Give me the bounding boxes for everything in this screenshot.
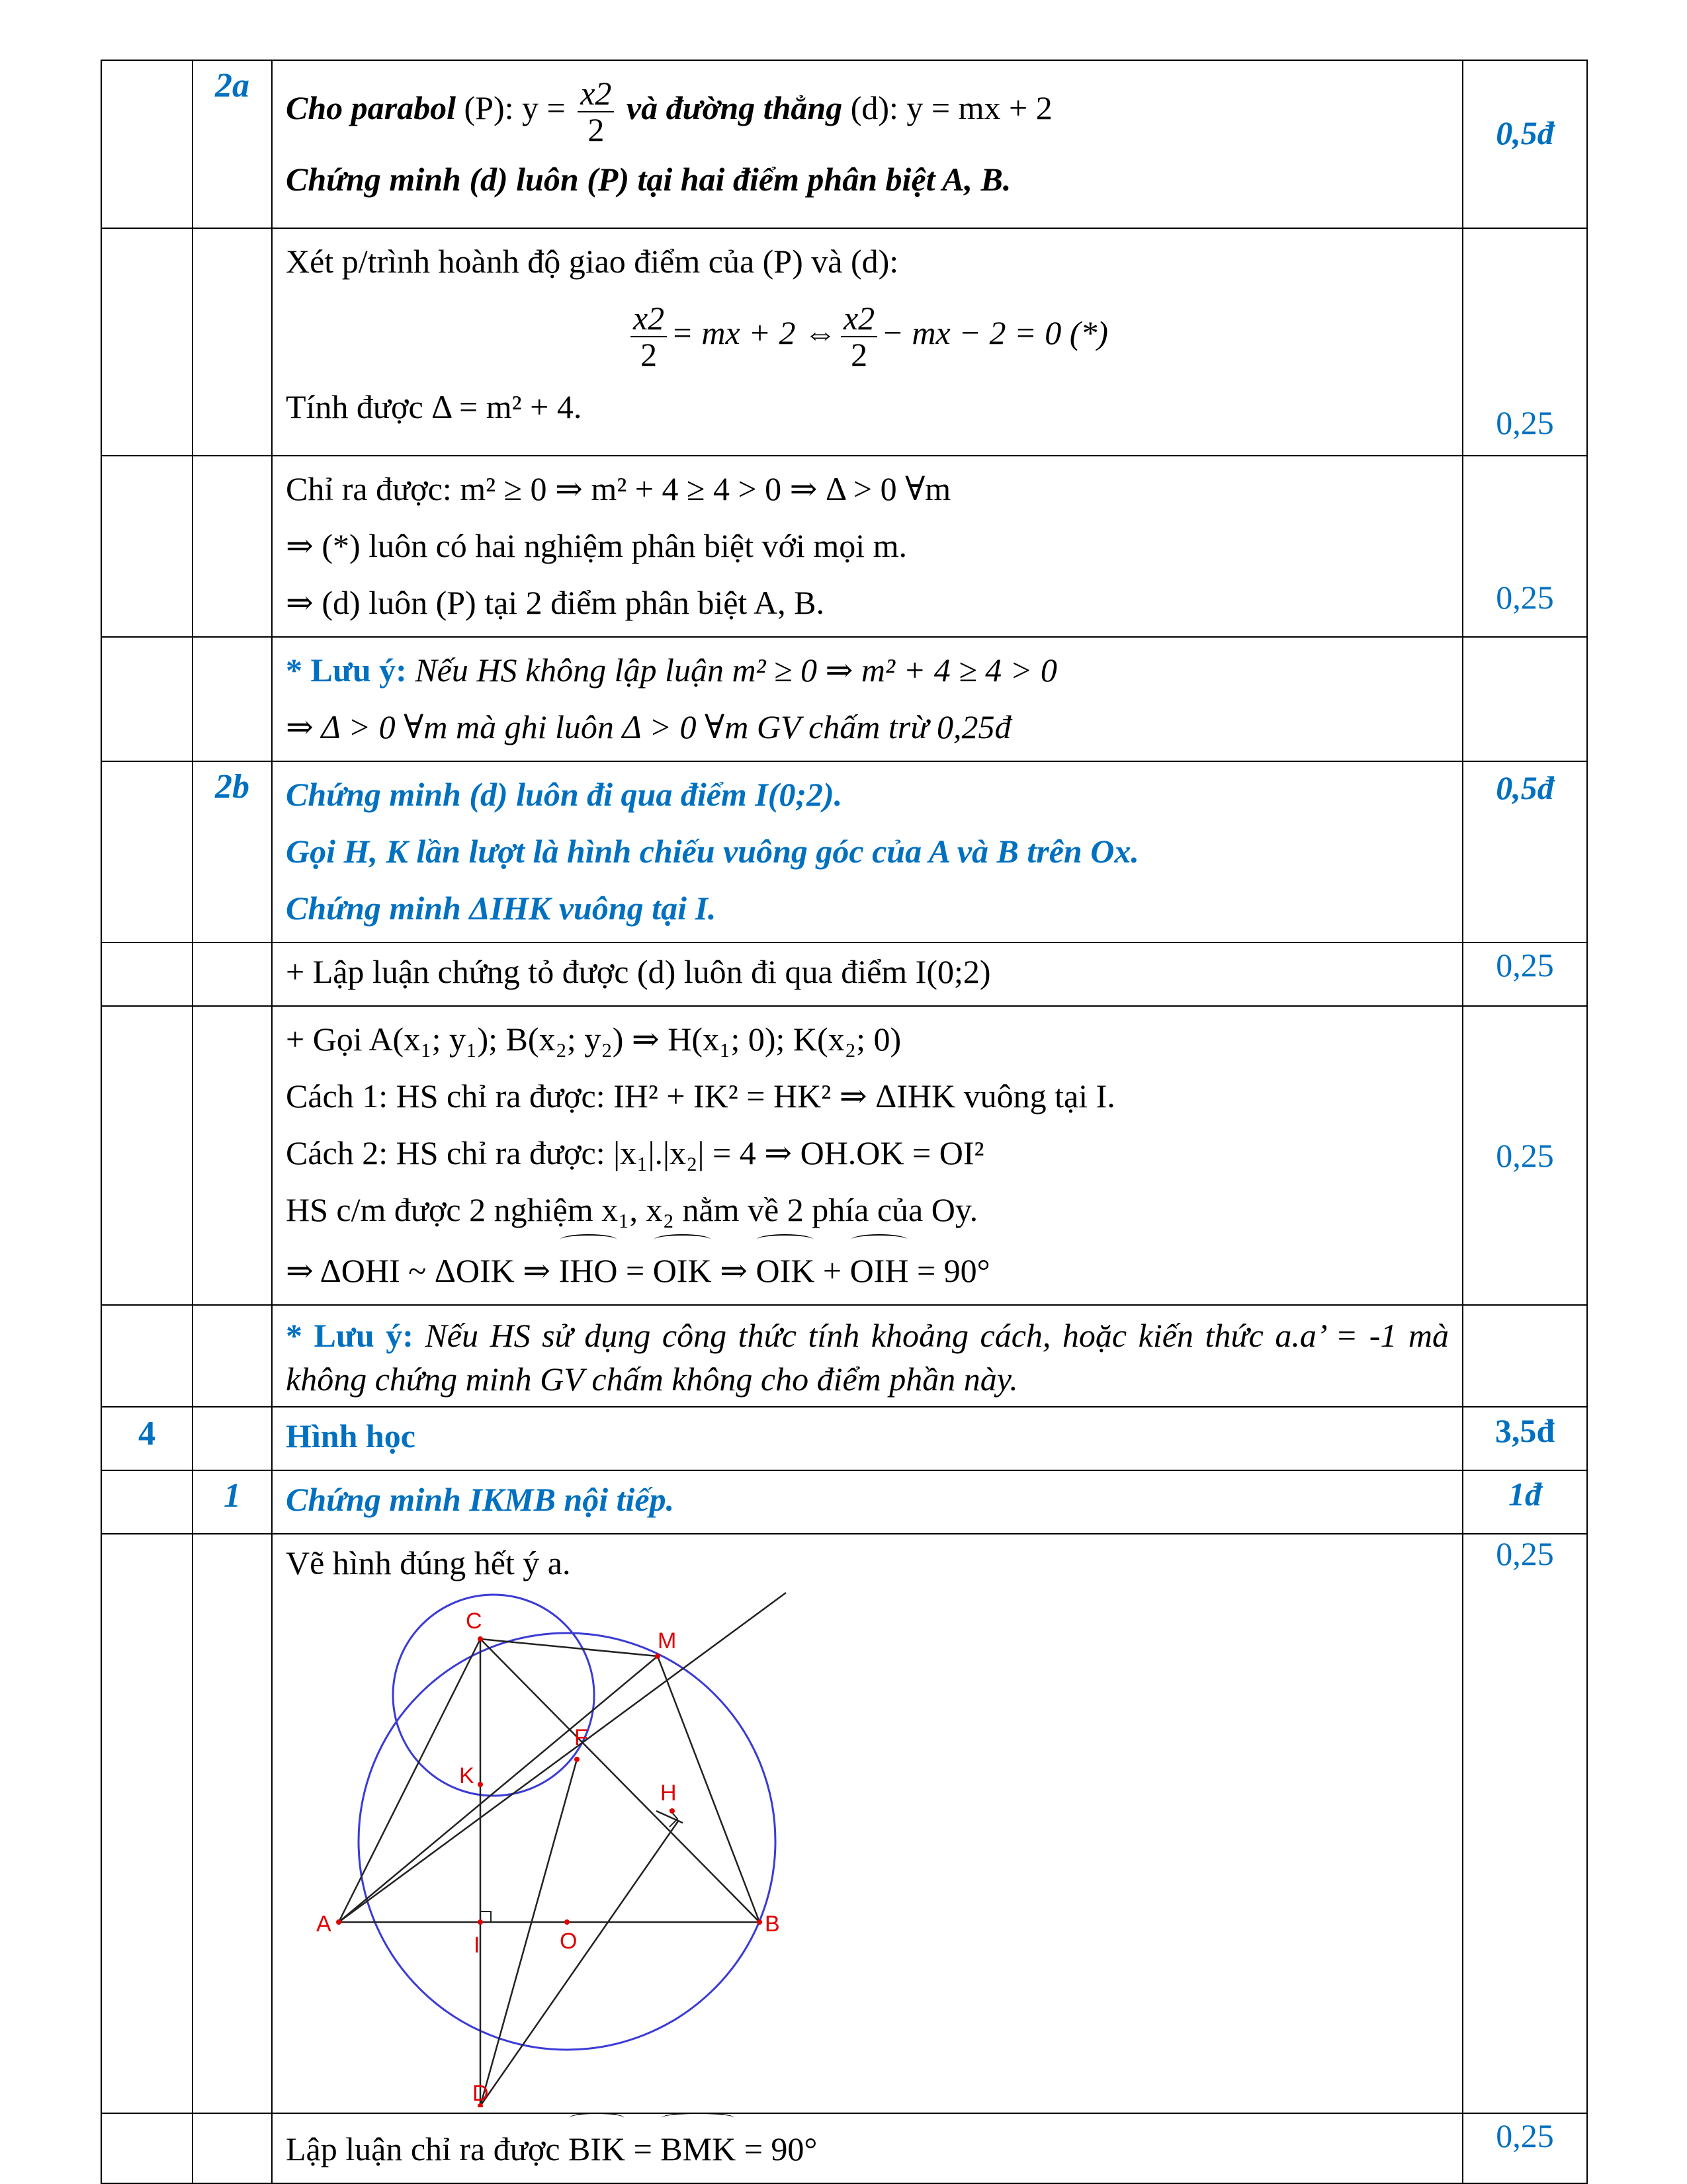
circle-o xyxy=(359,1633,775,2050)
label-a: A xyxy=(316,1911,331,1937)
section-title: Chứng minh IKMB nội tiếp. xyxy=(272,1470,1463,1534)
score: 0,25 xyxy=(1463,2113,1587,2183)
section-title: Hình học xyxy=(272,1407,1463,1470)
table-row: Lập luận chỉ ra được BIK = BMK = 90° 0,25 xyxy=(101,2113,1587,2183)
question-statement: Cho parabol (P): y = $\frac{x2}{2}$ và đường thẳng (d): y = mx + 2 Chứng minh (d) luôn (P) tại hai điểm phân biệt A, B. xyxy=(272,60,1463,228)
geometry-figure xyxy=(286,1591,1449,2107)
score: 0,5đ xyxy=(1463,60,1587,228)
label-h: H xyxy=(660,1781,677,1806)
score: 3,5đ xyxy=(1463,1407,1587,1470)
label-i: I xyxy=(474,1933,480,1958)
score: 0,25 xyxy=(1463,1006,1587,1305)
score: 0,5đ xyxy=(1463,761,1587,943)
table-row: Xét p/trình hoành độ giao điểm của (P) và (d): $\frac{x2}{2}$ = mx + 2 ⇔ $\frac{x2}{2}$ − mx − 2 = 0 (*) Tính được Δ = m² + 4. 0,25 xyxy=(101,228,1587,456)
question-statement: Chứng minh (d) luôn đi qua điểm I(0;2). Gọi H, K lần lượt là hình chiếu vuông góc của A và B trên Ox. Chứng minh ΔIHK vuông tại I. xyxy=(272,761,1463,943)
table-row xyxy=(101,1305,1587,1407)
table-row xyxy=(101,60,1587,228)
score: 0,25 xyxy=(1463,943,1587,1006)
fraction: $\frac{x2}{2}$ xyxy=(578,76,614,147)
part-number: 2a xyxy=(193,60,272,228)
note: * Lưu ý: Nếu HS sử dụng công thức tính khoảng cách, hoặc kiến thức a.a’ = -1 mà không chứng minh GV chấm không cho điểm phần này. xyxy=(272,1305,1463,1407)
part-number: 2b xyxy=(193,761,272,943)
table-row xyxy=(101,1407,1587,1470)
score: 0,25 xyxy=(1463,228,1587,456)
table-row: + Lập luận chứng tỏ được (d) luôn đi qua điểm I(0;2) 0,25 xyxy=(101,943,1587,1006)
circle-ikmb xyxy=(393,1595,594,1796)
note: * Lưu ý: Nếu HS không lập luận m² ≥ 0 ⇒ m² + 4 ≥ 4 > 0 ⇒ Δ > 0 ∀m mà ghi luôn Δ > 0 ∀m GV chấm trừ 0,25đ xyxy=(272,637,1463,761)
label-d: D xyxy=(472,2081,489,2106)
marking-scheme-table xyxy=(101,60,1588,2184)
label-k: K xyxy=(459,1763,474,1788)
table-row: Vẽ hình đúng hết ý a. C M F K H A I O B D 0,25 xyxy=(101,1534,1587,2113)
table-row xyxy=(101,1470,1587,1534)
segments xyxy=(339,1593,786,2106)
table-row: + Gọi A(x₁; y₁); B(x₂; y₂) ⇒ H(x₁; 0); K(x₂; 0) Cách 1: HS chỉ ra được: IH² + IK² = HK² ⇒ ΔIHK vuông tại I. Cách 2: HS chỉ ra được: |x₁|.|x₂| = 4 ⇒ OH.OK = OI² HS c/m được 2 nghiệm x₁, x₂ nằm về 2 phía của Oy. ⇒ ΔOHI ~ ΔOIK ⇒ IHO = OIK ⇒ OIK + OIH = 90° 0,25 xyxy=(101,1006,1587,1305)
geometry-diagram xyxy=(286,1591,802,2107)
label-o: O xyxy=(560,1929,578,1954)
label-m: M xyxy=(658,1628,677,1654)
table-row xyxy=(101,637,1587,761)
equation: $\frac{x2}{2}$ = mx + 2 ⇔ $\frac{x2}{2}$ − mx − 2 = 0 (*) xyxy=(286,290,1449,378)
table-row: Chỉ ra được: m² ≥ 0 ⇒ m² + 4 ≥ 4 > 0 ⇒ Δ > 0 ∀m ⇒ (*) luôn có hai nghiệm phân biệt với mọi m. ⇒ (d) luôn (P) tại 2 điểm phân biệt A, B. 0,25 xyxy=(101,456,1587,637)
label-c: C xyxy=(466,1609,482,1634)
question-task: Chứng minh (d) luôn (P) tại hai điểm phân biệt A, B. xyxy=(286,161,1012,198)
question-number: 4 xyxy=(101,1407,193,1470)
score: 0,25 xyxy=(1463,456,1587,637)
score: 0,25 xyxy=(1463,1534,1587,2113)
part-number: 1 xyxy=(193,1470,272,1534)
table-row xyxy=(101,761,1587,943)
score: 1đ xyxy=(1463,1470,1587,1534)
label-f: F xyxy=(574,1725,588,1750)
label-b: B xyxy=(765,1911,780,1937)
